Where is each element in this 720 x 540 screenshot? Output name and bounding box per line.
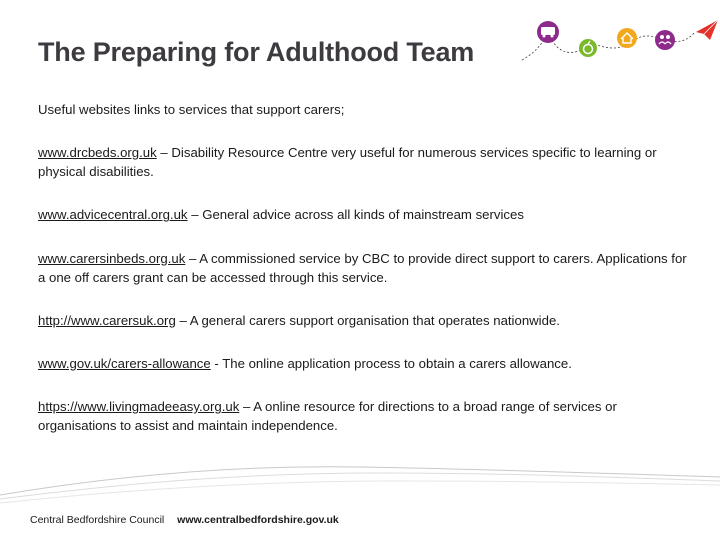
intro-text: Useful websites links to services that support carers; (38, 102, 345, 117)
resource-entry-carers-allowance (38, 354, 688, 373)
entry-description: – A commissioned service by CBC to provide direct support to carers. Applications for a one off carers grant can be accessed through this service. (38, 250, 687, 285)
footer-org: Central Bedfordshire Council (30, 514, 165, 526)
icon-trail (520, 10, 720, 70)
link-advicecentral[interactable]: www.advicecentral.org.uk (38, 207, 188, 223)
people-icon (655, 30, 675, 50)
school-bus-icon (537, 21, 559, 43)
entry-description: – Disability Resource Centre very useful for numerous services specific to learning or physical disabilities. (38, 145, 657, 180)
resource-entry-carersinbeds (38, 249, 688, 287)
page-title: The Preparing for Adulthood Team (38, 37, 475, 67)
resource-entry-carersuk (38, 311, 688, 330)
entry-description: - The online application process to obtain a carers allowance. (210, 355, 572, 371)
house-icon (617, 28, 637, 48)
resource-entry-advicecentral (38, 205, 688, 224)
paper-plane-icon (696, 20, 718, 40)
link-livingmadeeasy[interactable]: https://www.livingmadeeasy.org.uk (38, 399, 240, 415)
resource-entry-drcbeds (38, 143, 688, 181)
link-carers-allowance[interactable]: www.gov.uk/carers-allowance (38, 355, 211, 371)
entry-description: – A online resource for directions to a broad range of services or organisations to assist and maintain independence. (38, 399, 617, 434)
decorative-wave (0, 455, 720, 515)
footer (30, 514, 339, 526)
link-carersinbeds[interactable]: www.carersinbeds.org.uk (38, 250, 186, 266)
entry-description: – A general carers support organisation that operates nationwide. (175, 312, 560, 328)
content-body (38, 100, 688, 459)
apple-icon (579, 39, 597, 57)
entry-description: – General advice across all kinds of mainstream services (187, 207, 524, 223)
resource-entry-livingmadeeasy (38, 397, 688, 435)
link-drcbeds[interactable]: www.drcbeds.org.uk (38, 145, 157, 161)
link-carersuk[interactable]: http://www.carersuk.org (38, 312, 176, 328)
footer-website: www.centralbedfordshire.gov.uk (177, 514, 339, 526)
